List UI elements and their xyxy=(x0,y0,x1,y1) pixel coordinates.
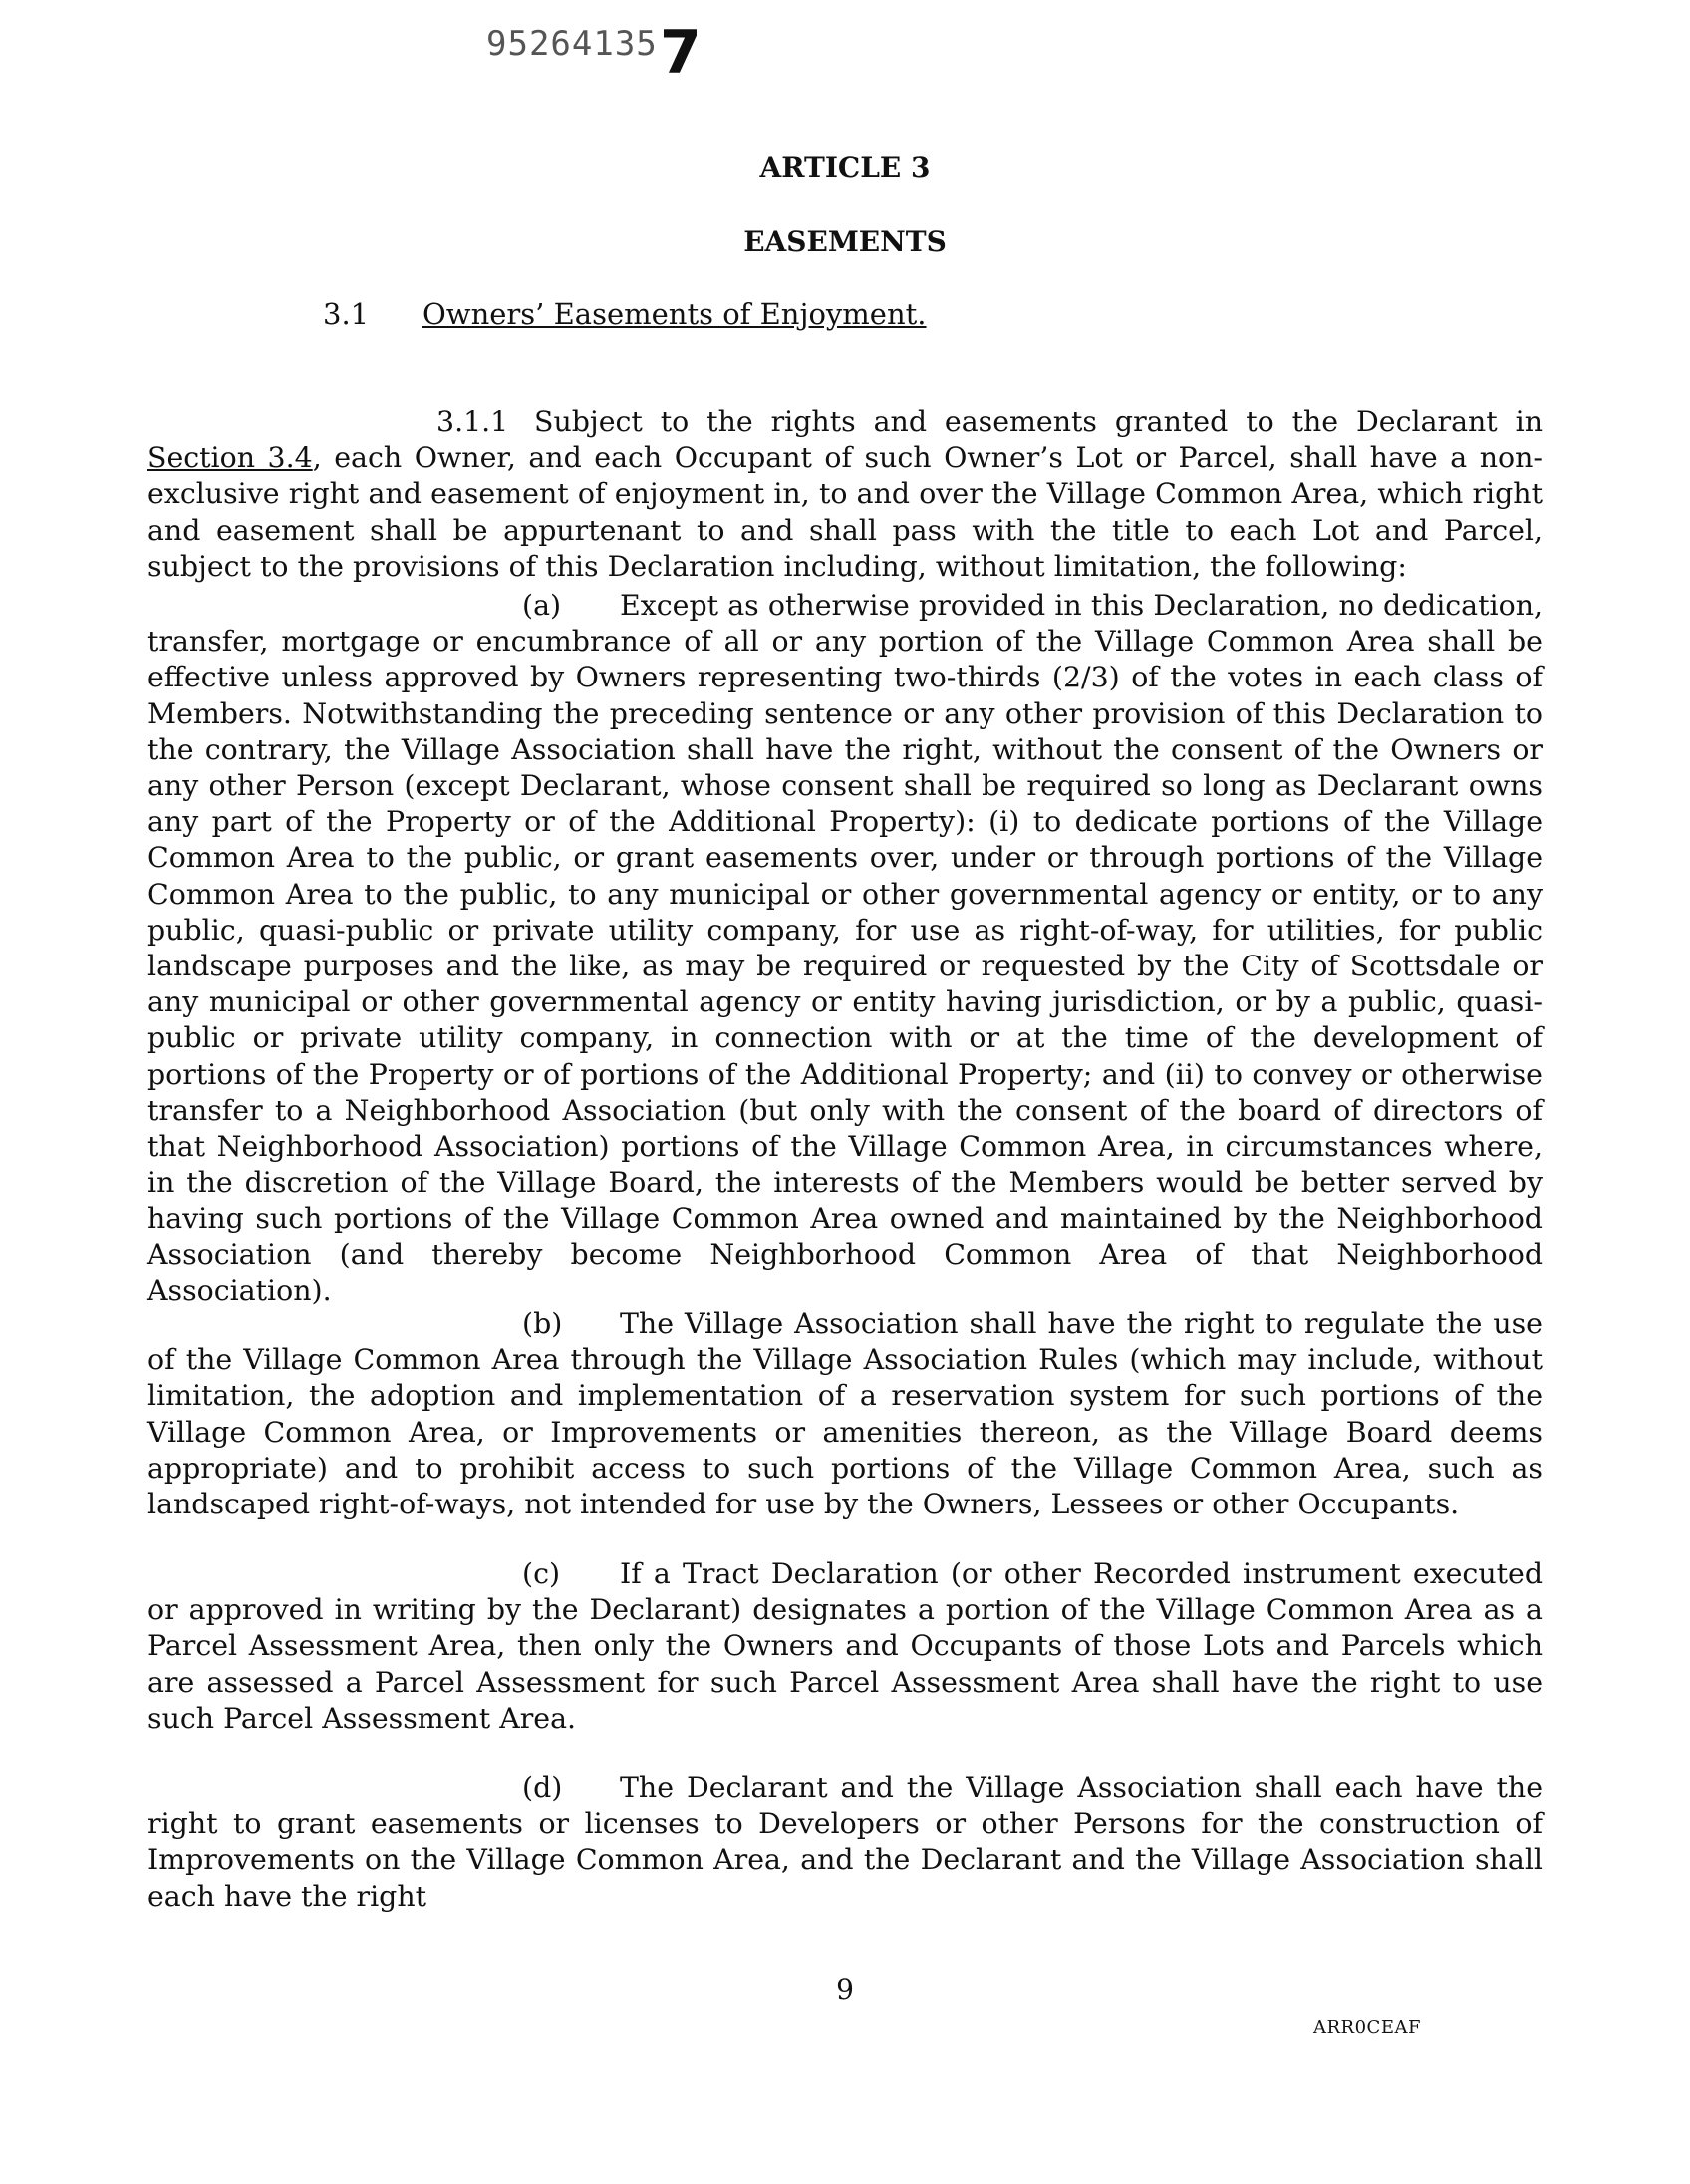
paragraph-text: The Village Association shall have the right to regulate the use of the Village Common Area through the Village Association Rules (which may include, without limitation, the adoption and implementation of a reservation system for such portions of the Village Common Area, or Improvements or amenities thereon, as the Village Board deems appropriate) and to prohibit access to such portions of the Village Common Area, such as landscaped right-of-ways, not intended for use by the Owners, Lessees or other Occupants. xyxy=(147,1307,1543,1521)
paragraph-label: 3.1.1 xyxy=(436,406,509,438)
paragraph-b xyxy=(147,1306,1543,1522)
paragraph-text: The Declarant and the Village Association shall each have the right to grant easements or licenses to Developers or other Persons for the construction of Improvements on the Village Common Area, and the Declarant and the Village Association shall each have the right xyxy=(147,1772,1543,1913)
section-title: Owners’ Easements of Enjoyment. xyxy=(422,297,927,331)
paragraph-text: If a Tract Declaration (or other Recorded instrument executed or approved in writing by the Declarant) designates a portion of the Village Common Area as a Parcel Assessment Area, then only the Owners and Occupants of those Lots and Parcels which are assessed a Parcel Assessment for such Parcel Assessment Area shall have the right to use such Parcel Assessment Area. xyxy=(147,1557,1543,1735)
recording-stamp-number: 95264135 xyxy=(486,24,658,64)
recording-stamp-handwritten-digit: 7 xyxy=(660,18,702,88)
paragraph-label: (b) xyxy=(522,1307,563,1340)
section-number: 3.1 xyxy=(323,297,370,331)
paragraph-label: (a) xyxy=(522,589,562,622)
paragraph-a xyxy=(147,588,1543,1309)
document-code: ARR0CEAF xyxy=(1313,2017,1421,2038)
section-reference-link: Section 3.4 xyxy=(147,441,313,475)
paragraph-c xyxy=(147,1556,1543,1737)
article-title: ARTICLE 3 xyxy=(759,151,931,184)
paragraph-lead-text: Subject to the rights and easements granted to the Declarant in xyxy=(534,406,1543,438)
page-number: 9 xyxy=(836,1973,854,2006)
paragraph-text: Except as otherwise provided in this Declaration, no dedication, transfer, mortgage or encumbrance of all or any portion of the Village Common Area shall be effective unless approved by Owners representing two-thirds (2/3) of the votes in each class of Members. Notwithstanding the preceding sentence or any other provision of this Declaration to the contrary, the Village Association shall have the right, without the consent of the Owners or any other Person (except Declarant, whose consent shall be required so long as Declarant owns any part of the Property or of the Additional Property): (i) to dedicate portions of the Village Common Area to the public, or grant easements over, under or through portions of the Village Common Area to the public, to any municipal or other governmental agency or entity, or to any public, quasi-public or private utility company, for use as right-of-way, for utilities, for public landscape purposes and the like, as may be required or requested by the City of Scottsdale or any municipal or other governmental agency or entity having jurisdiction, or by a public, quasi-public or private utility company, in connection with or at the time of the development of portions of the Property or of portions of the Additional Property; and (ii) to convey or otherwise transfer to a Neighborhood Association (but only with the consent of the board of directors of that Neighborhood Association) portions of the Village Common Area, in circumstances where, in the discretion of the Village Board, the interests of the Members would be better served by having such portions of the Village Common Area owned and maintained by the Neighborhood Association (and thereby become Neighborhood Common Area of that Neighborhood Association). xyxy=(147,589,1543,1307)
paragraph-label: (c) xyxy=(522,1557,561,1590)
paragraph-label: (d) xyxy=(522,1772,563,1804)
article-subtitle: EASEMENTS xyxy=(743,225,947,258)
paragraph-d xyxy=(147,1771,1543,1915)
paragraph-text: , each Owner, and each Occupant of such Owner’s Lot or Parcel, shall have a non-exclusive right and easement of enjoyment in, to and over the Village Common Area, which right and easement shall be appurtenant to and shall pass with the title to each Lot and Parcel, subject to the provisions of this Declaration including, without limitation, the following: xyxy=(147,441,1543,583)
paragraph-3-1-1 xyxy=(147,405,1543,585)
